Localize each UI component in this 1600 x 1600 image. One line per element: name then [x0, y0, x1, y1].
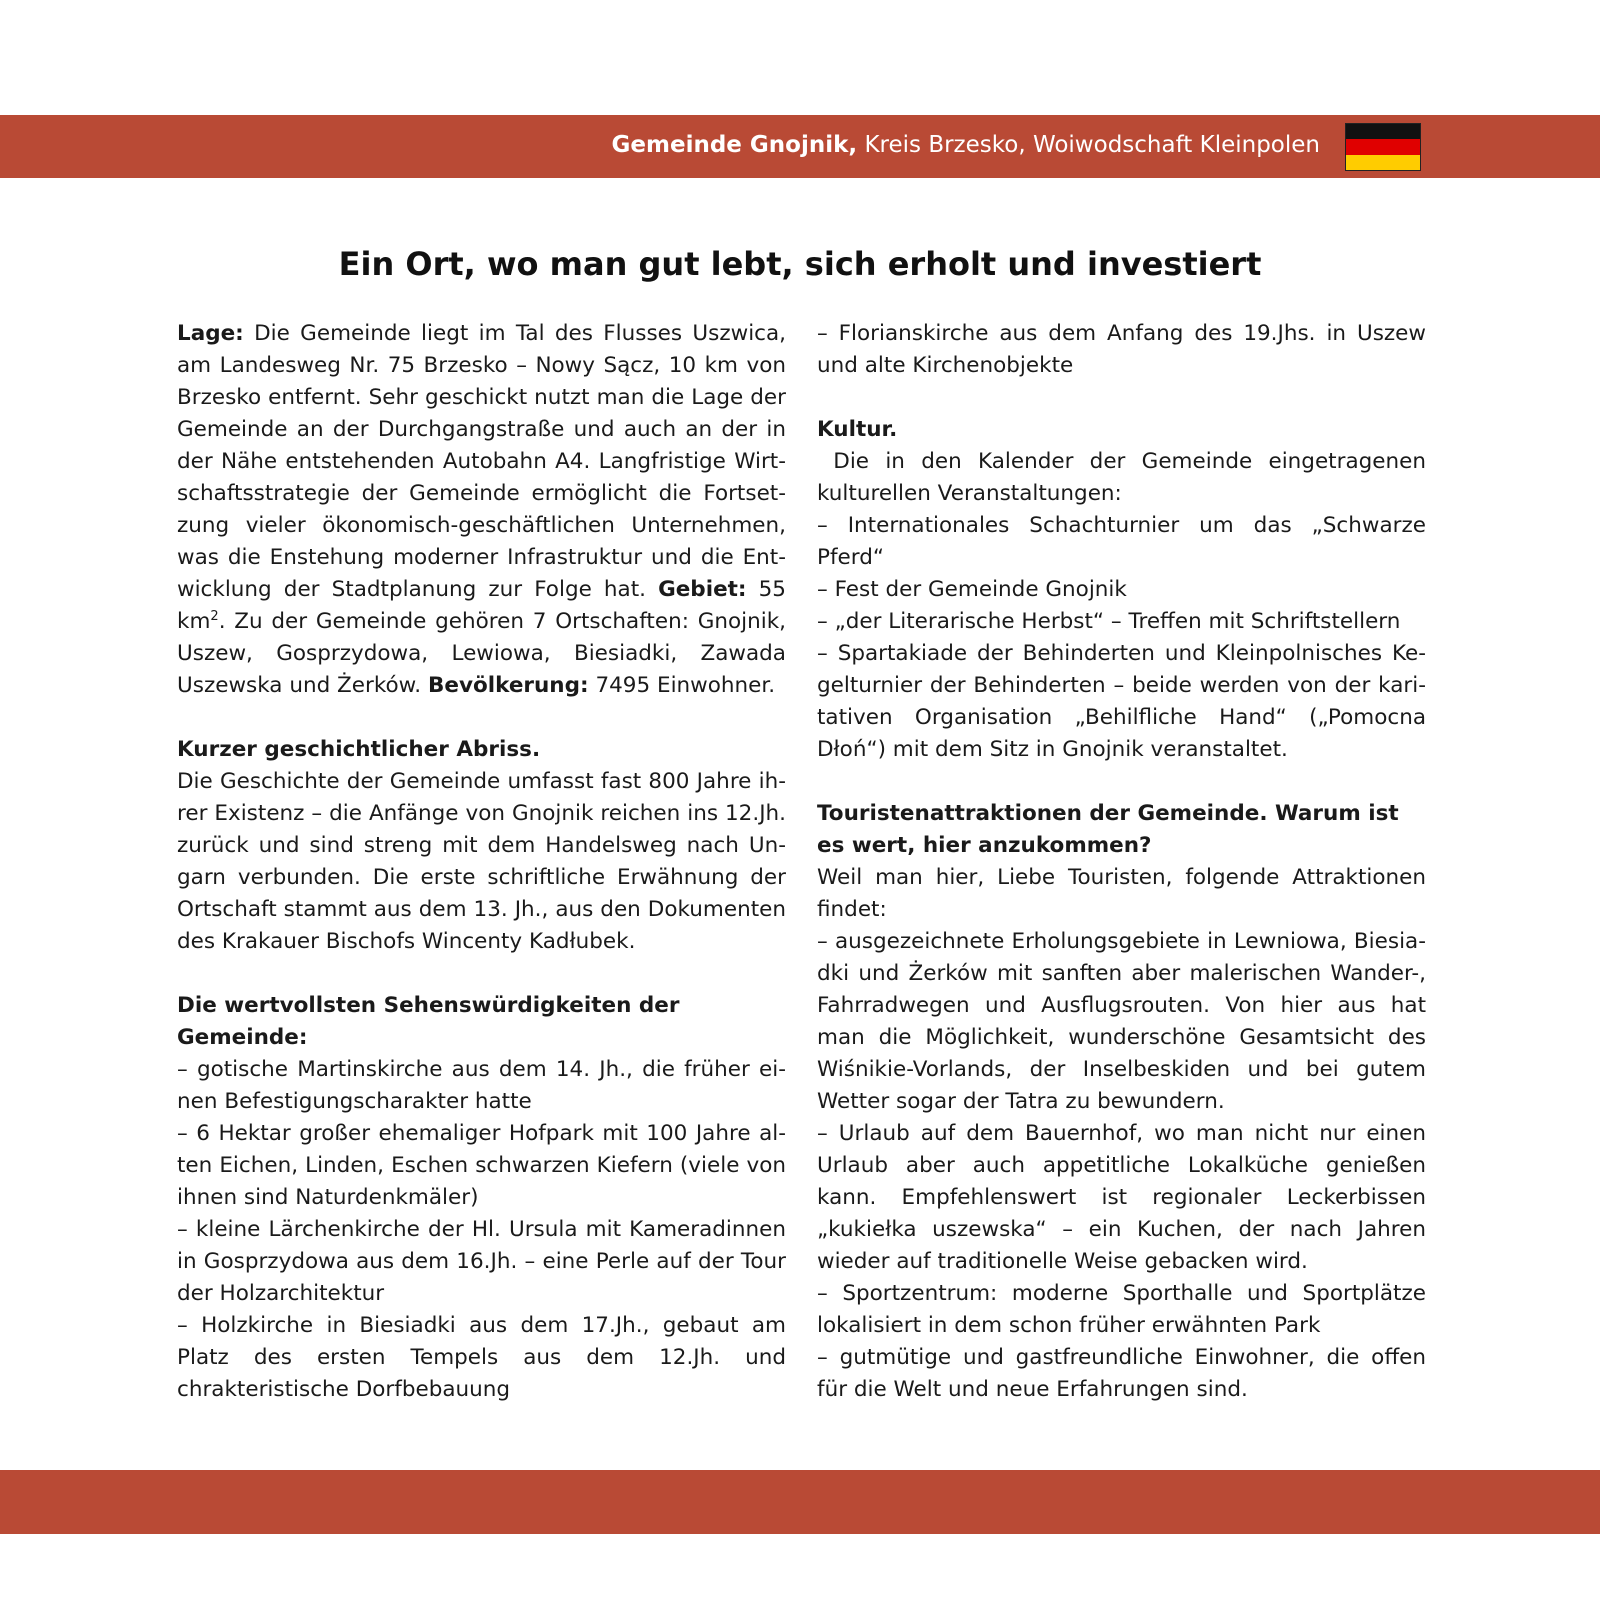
kultur-intro: Die in den Kalender der Gemeinde eingetragenen kulturellen Veranstaltungen: [817, 449, 1433, 506]
history-text: Die Geschichte der Gemeinde umfasst fast 800 Jahre ihrer Existenz – die Anfänge von Gnojnik reichen ins 12.Jh. zurück und sind streng mit dem Handelsweg nach Ungarn verbunden. Die erste schriftliche Erwähnung der Ortschaft stammt aus dem 13. Jh., aus den Dokumenten des Krakauer Bischofs Wincenty Kadłubek. [177, 769, 786, 954]
flag-stripe-gold [1346, 155, 1420, 170]
kultur-item: – „der Literarische Herbst“ – Treffen mit Schriftstellern [817, 609, 1401, 634]
footer-band [0, 1470, 1600, 1534]
flag-stripe-black [1346, 124, 1420, 139]
tourism-item: – Urlaub auf dem Bauernhof, wo man nicht nur einen Urlaub aber auch appetitliche Lokalküche genießen kann. Empfehlenswert ist regionaler Leckerbissen „kukiełka uszewska“ – ein Kuchen, der nach Jahren wieder auf traditionelle Weise gebacken wird. [817, 1121, 1426, 1274]
header-text [612, 130, 1320, 160]
flag-stripe-red [1346, 139, 1420, 154]
kultur-heading: Kultur. [817, 417, 898, 442]
lage-paragraph [177, 318, 786, 702]
tourism-item: – ausgezeichnete Erholungsgebiete in Lewniowa, Biesiadki und Żerków mit sanften aber malerischen Wander-, Fahrradwegen und Ausflugsrouten. Von hier aus hat man die Möglichkeit, wunderschöne Gesamtsicht des Wiśnikie-Vorlands, der Inselbeskiden und bei gutem Wetter sogar der Tatra zu bewundern. [817, 929, 1426, 1114]
right-column [817, 318, 1433, 1406]
kultur-item: – Internationales Schachturnier um das „Schwarze Pferd“ [817, 513, 1426, 570]
tourism-heading: Touristenattraktionen der Gemeinde. Warum ist es wert, hier anzukommen? [817, 801, 1399, 858]
sights-heading: Die wertvollsten Sehenswürdigkeiten der Gemeinde: [177, 993, 680, 1050]
sights-item: – Holzkirche in Biesiadki aus dem 17.Jh., gebaut am Platz des ersten Tempels aus dem 12.Jh. und chrakteristische Dorfbebauung [177, 1313, 786, 1402]
page-title: Ein Ort, wo man gut lebt, sich erholt und investiert [338, 245, 1262, 283]
sights-item-continued: – Florianskirche aus dem Anfang des 19.Jhs. in Uszew und alte Kirchenobjekte [817, 321, 1426, 378]
bevoelkerung-label: Bevölkerung: [427, 673, 589, 698]
header-municipality: Gemeinde Gnojnik, [611, 132, 858, 158]
tourism-intro: Weil man hier, Liebe Touristen, folgende Attraktionen findet: [817, 865, 1426, 922]
gebiet-value: 55 km [177, 577, 786, 634]
tourism-item: – gutmütige und gastfreundliche Einwohner, die offen für die Welt und neue Erfahrungen sind. [817, 1345, 1426, 1402]
lage-label: Lage: [177, 321, 244, 346]
german-flag-icon [1345, 123, 1421, 171]
left-column [177, 318, 786, 1406]
sights-item: – gotische Martinskirche aus dem 14. Jh., die früher einen Befestigungscharakter hatte [177, 1057, 786, 1114]
bevoelkerung-value: 7495 Einwohner. [588, 673, 776, 698]
tourism-item: – Sportzentrum: moderne Sporthalle und Sportplätze lokalisiert in dem schon früher erwähnten Park [817, 1281, 1426, 1338]
kultur-item: – Spartakiade der Behinderten und Kleinpolnisches Kegelturnier der Behinderten – beide werden von der karitativen Organisation „Behilfliche Hand“ („Pomocna Dłoń“) mit dem Sitz in Gnojnik veranstaltet. [817, 641, 1426, 762]
gebiet-after: . Zu der Gemeinde gehören 7 Ortschaften: Gnojnik, Uszew, Gosprzydowa, Lewiowa, Biesiadki, Zawada Uszewska und Żerków. [177, 609, 786, 698]
kultur-item: – Fest der Gemeinde Gnojnik [817, 577, 1127, 602]
history-heading: Kurzer geschichtlicher Abriss. [177, 737, 541, 762]
sights-item: – kleine Lärchenkirche der Hl. Ursula mit Kameradinnen in Gosprzydowa aus dem 16.Jh. – eine Perle auf der Tour der Holzarchitektur [177, 1217, 786, 1306]
sights-item: – 6 Hektar großer ehemaliger Hofpark mit 100 Jahre alten Eichen, Linden, Eschen schwarzen Kiefern (viele von ihnen sind Naturdenkmäler) [177, 1121, 786, 1210]
gebiet-label: Gebiet: [658, 577, 747, 602]
gebiet-sup: 2 [210, 608, 219, 624]
header-region: Kreis Brzesko, Woiwodschaft Kleinpolen [864, 132, 1320, 158]
lage-text: Die Gemeinde liegt im Tal des Flusses Uszwica, am Landesweg Nr. 75 Brzesko – Nowy Sącz, 10 km von Brzesko entfernt. Sehr geschickt nutzt man die Lage der Gemeinde an der Durchgangstraße und auch an der in der Nähe entstehenden Autobahn A4. Langfristige Wirtschaftsstrategie der Gemeinde ermöglicht die Fortsetzung vieler ökonomisch-geschäftlichen Unternehmen, was die Enstehung moderner Infrastruktur und die Entwicklung der Stadtplanung zur Folge hat. [177, 321, 786, 602]
